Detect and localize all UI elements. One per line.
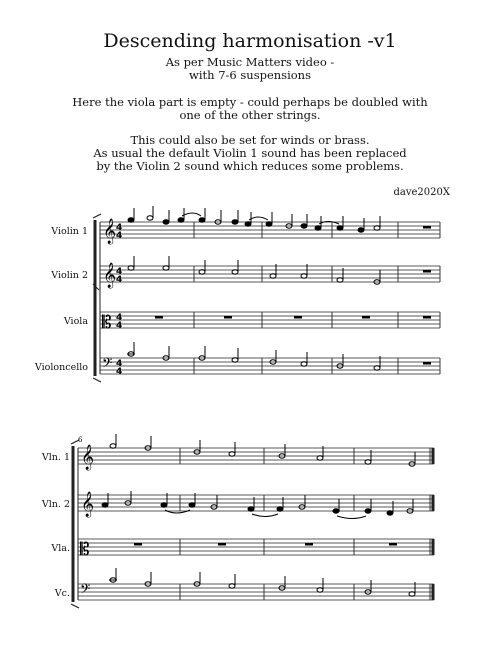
- score-title: Descending harmonisation -v1: [103, 30, 397, 52]
- instrument-label-violin1: Violin 1: [51, 226, 88, 237]
- instrument-label-vln2-short: Vln. 2: [41, 499, 70, 510]
- treble-clef-icon: 𝄞: [81, 445, 95, 470]
- system-1: [93, 214, 440, 382]
- notes-vln1-system-2: [110, 434, 415, 466]
- whole-rest-icon: [423, 362, 431, 365]
- viola-rests-system-1: [155, 316, 431, 319]
- svg-text:4: 4: [116, 359, 123, 369]
- instrument-label-violin2: Violin 2: [51, 270, 88, 281]
- note-line-2: one of the other strings.: [179, 108, 321, 122]
- note-line-1: Here the viola part is empty - could perhaps be doubled with: [72, 95, 428, 109]
- svg-text:4: 4: [116, 223, 123, 233]
- svg-text:4: 4: [116, 367, 123, 377]
- instrument-label-vc-short: Vc.: [54, 588, 70, 599]
- alto-clef-icon: 𝄡: [102, 313, 112, 333]
- instrument-label-viola: Viola: [63, 316, 88, 327]
- instrument-label-cello: Violoncello: [34, 362, 88, 373]
- bass-clef-icon: 𝄢: [80, 581, 91, 600]
- note-line-4: As usual the default Violin 1 sound has been replaced: [93, 146, 407, 160]
- note-line-5: by the Violin 2 sound which reduces some problems.: [96, 159, 404, 173]
- barlines-system-1: [194, 222, 440, 374]
- barlines-system-2: [180, 448, 430, 600]
- staff-vc-system-2: [78, 584, 434, 600]
- alto-clef-icon: 𝄡: [80, 540, 90, 560]
- composer-name: dave2020X: [393, 187, 450, 198]
- staff-vla-system-2: [78, 539, 434, 555]
- whole-rest-icon: [423, 270, 431, 273]
- clefs-system-2: [80, 444, 94, 600]
- svg-text:4: 4: [116, 267, 123, 277]
- note-line-3: This could also be set for winds or brass.: [130, 133, 370, 147]
- svg-text:4: 4: [116, 313, 123, 323]
- svg-text:4: 4: [116, 275, 123, 285]
- treble-clef-icon: 𝄞: [103, 219, 117, 244]
- subtitle-line-1: As per Music Matters video -: [165, 55, 335, 69]
- whole-rest-icon: [423, 226, 431, 229]
- instrument-label-vln1-short: Vln. 1: [41, 452, 70, 463]
- staff-violin2: [100, 266, 440, 282]
- svg-text:4: 4: [116, 321, 123, 331]
- measure-number: 6: [78, 436, 83, 444]
- system-2: [71, 440, 434, 608]
- instrument-label-vla-short: Vla.: [51, 543, 70, 554]
- vla-rests-system-2: [134, 543, 397, 546]
- subtitle-line-2: with 7-6 suspensions: [189, 68, 311, 82]
- treble-clef-icon: 𝄞: [81, 492, 95, 517]
- svg-text:4: 4: [116, 231, 123, 241]
- staff-viola: [100, 312, 440, 328]
- notes-violin1-system-1: [128, 206, 380, 232]
- staff-vln1-system-2: [78, 448, 434, 464]
- clefs-system-1: [102, 218, 122, 377]
- treble-clef-icon: 𝄞: [103, 263, 117, 288]
- time-signature-4-4: [116, 223, 122, 377]
- bass-clef-icon: 𝄢: [102, 355, 113, 374]
